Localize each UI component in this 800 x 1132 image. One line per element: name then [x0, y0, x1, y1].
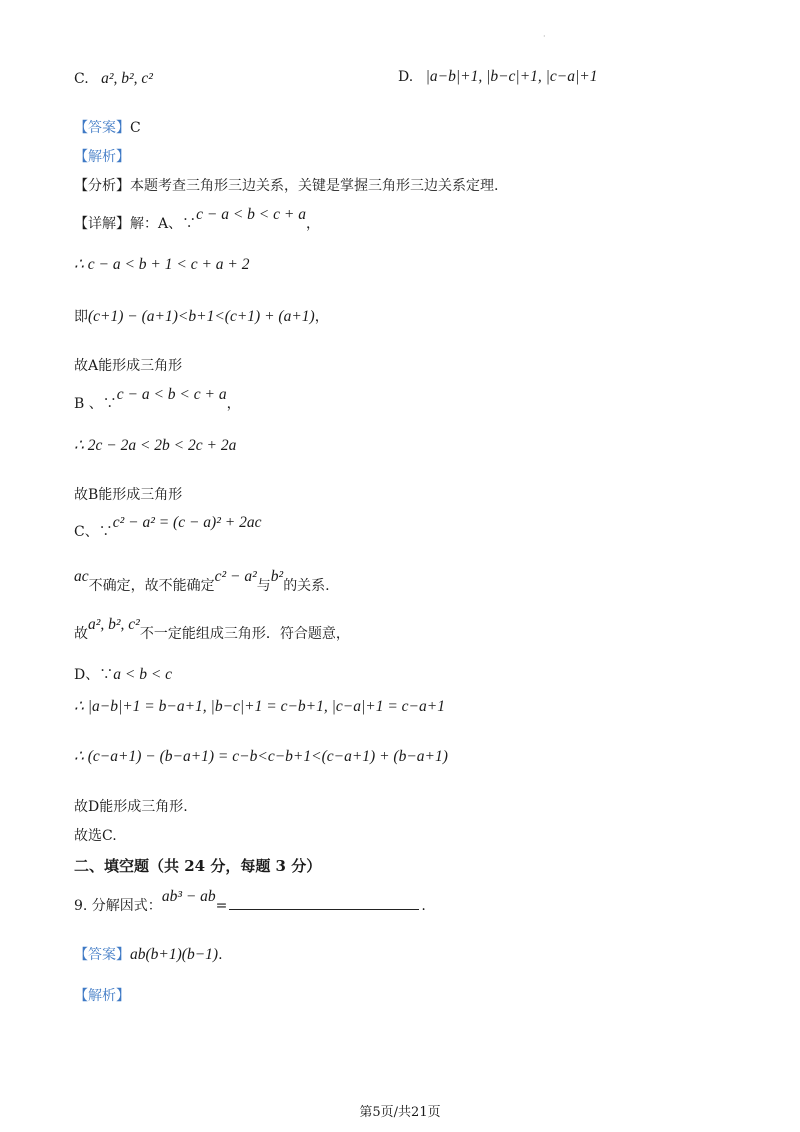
b-step2: ∴ 2c − 2a < 2b < 2c + 2a [74, 437, 237, 454]
a-step3: 即(c+1) − (a+1)<b+1<(c+1) + (a+1)， [74, 308, 329, 325]
section-heading: 二、填空题（共 24 分，每题 3 分） [74, 857, 322, 875]
fenxi-line: 【分析】本题考查三角形三边关系，关键是掌握三角形三边关系定理. [74, 178, 499, 194]
option-d-expr: |a−b|+1, |b−c|+1, |c−a|+1 [425, 68, 598, 85]
c-equation: c² − a² = (c − a)² + 2ac [112, 514, 262, 531]
a-inequality: c − a < b < c + a [196, 206, 306, 223]
c-conclusion: 故a², b², c²不一定能组成三角形．符合题意， [74, 616, 350, 642]
detail-d-line: D、∵a < b < c [74, 666, 173, 683]
analysis-tag: 【解析】 [74, 149, 130, 165]
answer-line [74, 117, 141, 137]
detail-b-line: B 、∵c − a < b < c + a， [74, 386, 241, 412]
detail-c-line: C、∵c² − a² = (c − a)² + 2ac [74, 514, 262, 540]
d-conclusion: 故D能形成三角形. [74, 799, 188, 815]
option-c-expr: a², b², c² [101, 70, 153, 87]
option-d-line: D. |a−b|+1, |b−c|+1, |c−a|+1 [398, 68, 598, 85]
q9-analysis-tag: 【解析】 [74, 988, 130, 1004]
answer-tag: 【答案】 [74, 120, 130, 136]
q9-answer-line: 【答案】ab(b+1)(b−1). [74, 946, 223, 963]
choose-line: 故选C. [74, 828, 117, 844]
scan-dot: · [543, 32, 546, 41]
c-step2: ac不确定，故不能确定c² − a²与b²的关系. [74, 568, 330, 594]
d-step3: ∴ (c−a+1) − (b−a+1) = c−b<c−b+1<(c−a+1) + (b−a+1) [74, 748, 448, 765]
a-step2: ∴ c − a < b + 1 < c + a + 2 [74, 256, 250, 273]
a-conclusion: 故A能形成三角形 [74, 358, 183, 374]
q9-expr: ab³ − ab [161, 888, 216, 905]
a-step3-expr: (c+1) − (a+1)<b+1<(c+1) + (a+1) [88, 308, 315, 325]
d-inequality: a < b < c [113, 666, 173, 683]
answer-blank [229, 897, 419, 910]
page-footer: 第5页/共21页 [359, 1105, 441, 1120]
d-step2: ∴ |a−b|+1 = b−a+1, |b−c|+1 = c−b+1, |c−a|+1 = c−a+1 [74, 698, 445, 715]
q9-stem-line: 9. 分解因式：ab³ − ab= . [74, 888, 426, 914]
answer-value: C [130, 120, 141, 136]
b-inequality: c − a < b < c + a [116, 386, 227, 403]
q9-answer: ab(b+1)(b−1) [130, 946, 219, 963]
detail-a-line: 【详解】解：A、∵c − a < b < c + a， [74, 206, 320, 232]
b-conclusion: 故B能形成三角形 [74, 487, 183, 503]
option-c-line: C. a², b², c² [74, 70, 153, 87]
